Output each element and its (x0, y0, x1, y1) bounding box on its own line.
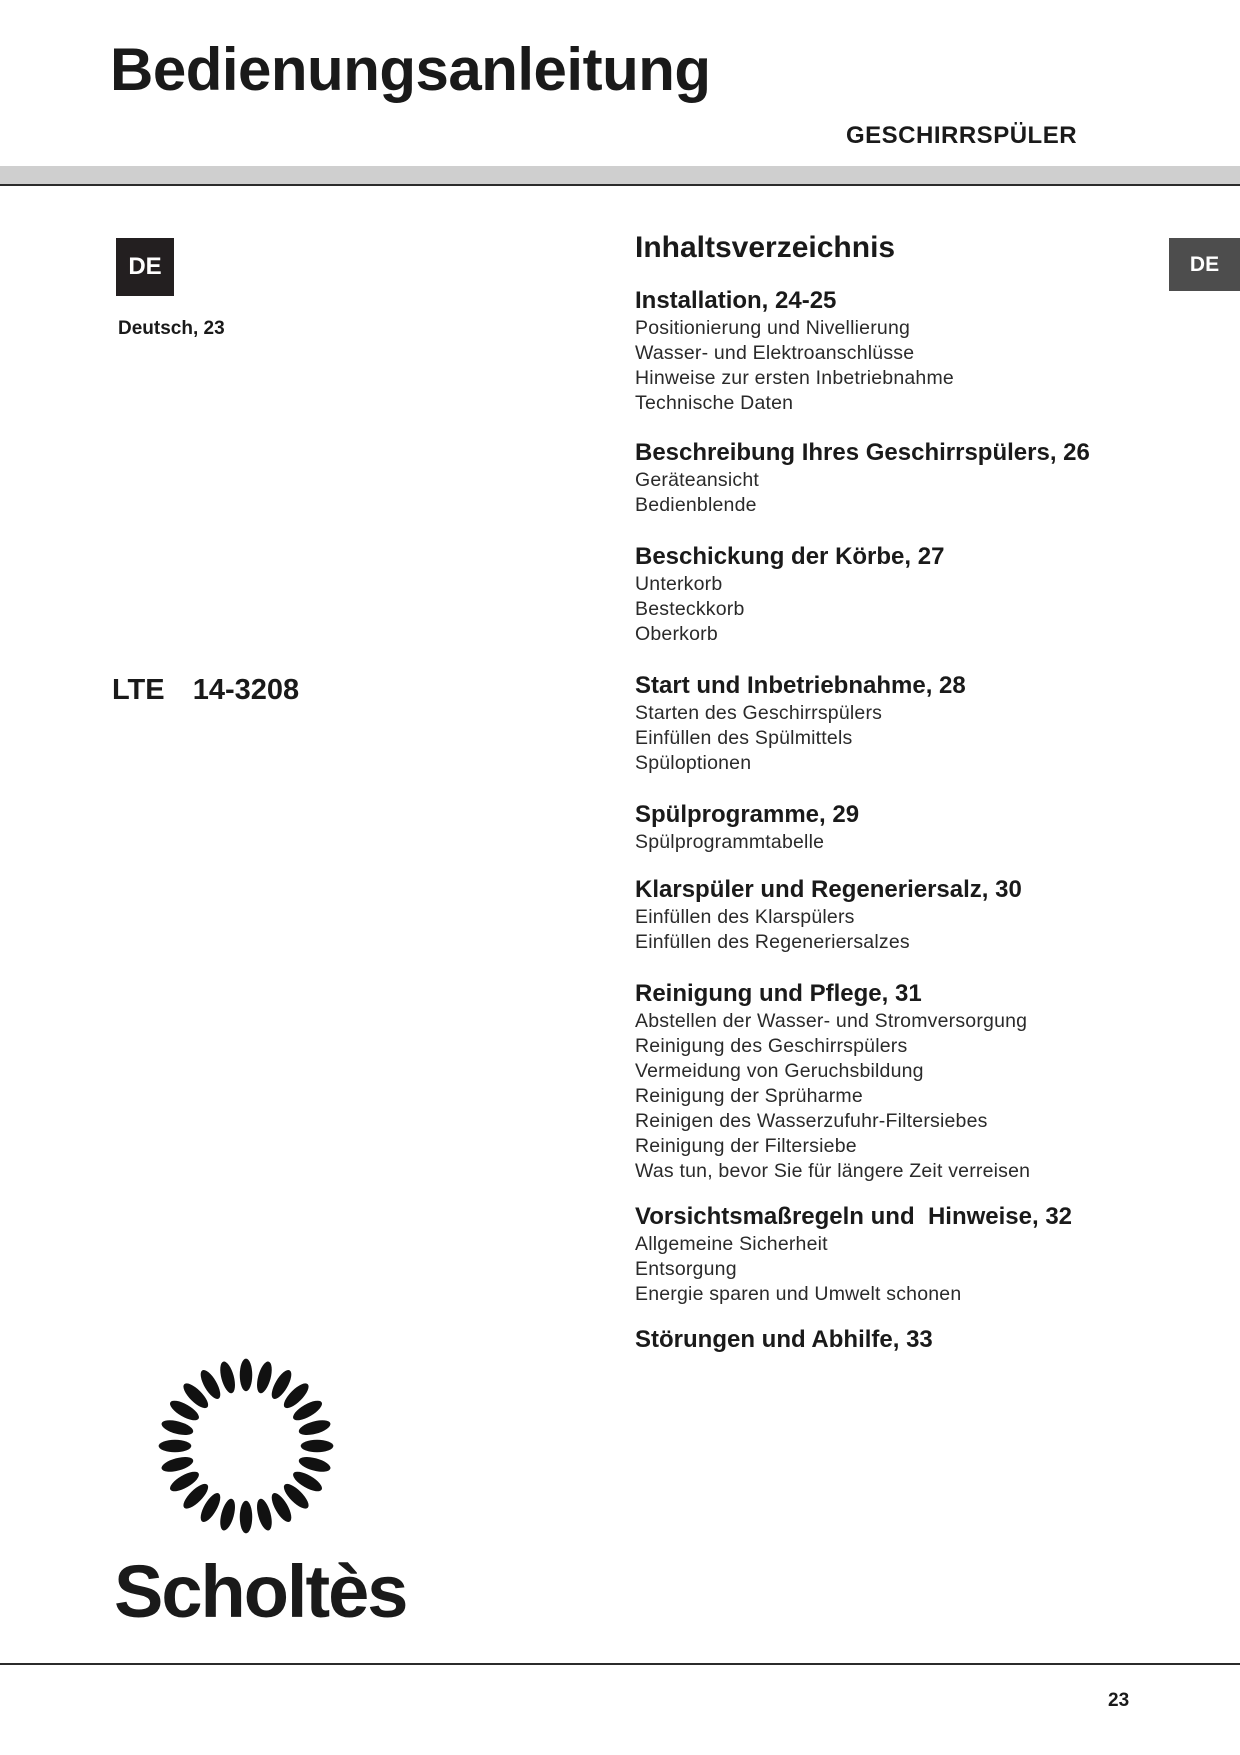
language-caption: Deutsch, 23 (118, 318, 225, 339)
logo-petal (297, 1454, 332, 1475)
toc-item: Allgemeine Sicherheit (635, 1233, 828, 1255)
logo-petal (240, 1359, 252, 1392)
toc-item: Besteckkorb (635, 598, 745, 620)
toc-item: Starten des Geschirrspülers (635, 702, 883, 724)
toc-heading: Inhaltsverzeichnis (635, 231, 896, 264)
toc-item: Vermeidung von Geruchsbildung (635, 1060, 924, 1082)
logo-petal (217, 1360, 238, 1395)
toc-section-title: Störungen und Abhilfe, 33 (635, 1326, 933, 1353)
document-title: Bedienungsanleitung (110, 36, 711, 103)
toc-section-title: Spülprogramme, 29 (635, 801, 860, 828)
toc-item: Hinweise zur ersten Inbetriebnahme (635, 367, 954, 389)
footer-rule (0, 1663, 1240, 1665)
document-subtitle: GESCHIRRSPÜLER (846, 122, 1078, 149)
toc-item: Reinigen des Wasserzufuhr-Filtersiebes (635, 1110, 988, 1132)
toc-item: Reinigung der Sprüharme (635, 1085, 863, 1107)
toc-item: Bedienblende (635, 494, 757, 516)
toc-item: Spülprogrammtabelle (635, 831, 825, 853)
toc-item: Unterkorb (635, 573, 723, 595)
toc-item: Abstellen der Wasser- und Stromversorgung (635, 1010, 1028, 1032)
logo-petal (254, 1497, 275, 1532)
toc-item: Was tun, bevor Sie für längere Zeit verreisen (635, 1160, 1031, 1182)
logo-petal (160, 1454, 195, 1475)
logo-petal (240, 1501, 252, 1534)
toc-section-installation (635, 286, 1195, 416)
toc-item: Positionierung und Nivellierung (635, 317, 911, 339)
logo-petal (160, 1417, 195, 1438)
toc-section-title: Reinigung und Pflege, 31 (635, 980, 922, 1007)
toc-section-beschickung (635, 542, 1195, 647)
toc-item: Entsorgung (635, 1258, 737, 1280)
header-band (0, 166, 1240, 186)
toc-item: Geräteansicht (635, 469, 759, 491)
toc-section-reinigung (635, 979, 1195, 1184)
model-number: LTE 14-3208 (112, 674, 300, 706)
language-side-tab: DE (1169, 238, 1240, 291)
toc-section-title: Installation, 24-25 (635, 287, 837, 314)
toc-section-start (635, 671, 1195, 776)
toc-section-title: Beschickung der Körbe, 27 (635, 543, 945, 570)
toc-item: Technische Daten (635, 392, 794, 414)
logo-petal (301, 1440, 334, 1452)
toc-section-stoerungen (635, 1325, 1195, 1355)
language-badge: DE (116, 238, 174, 296)
toc-section-programme (635, 800, 1195, 855)
toc-section-title: Klarspüler und Regeneriersalz, 30 (635, 876, 1022, 903)
toc-section-title: Vorsichtsmaßregeln und Hinweise, 32 (635, 1203, 1073, 1230)
toc-item: Reinigung der Filtersiebe (635, 1135, 857, 1157)
logo-petal (254, 1360, 275, 1395)
toc-item: Oberkorb (635, 623, 718, 645)
toc-item: Einfüllen des Regeneriersalzes (635, 931, 910, 953)
table-of-contents (635, 230, 1195, 1355)
logo-petal (297, 1417, 332, 1438)
toc-section-vorsicht (635, 1202, 1195, 1307)
toc-item: Reinigung des Geschirrspülers (635, 1035, 908, 1057)
toc-item: Einfüllen des Spülmittels (635, 727, 853, 749)
sun-logo-icon (150, 1350, 342, 1542)
toc-section-title: Start und Inbetriebnahme, 28 (635, 672, 966, 699)
toc-item: Spüloptionen (635, 752, 752, 774)
page-number: 23 (1108, 1690, 1130, 1711)
toc-section-beschreibung (635, 438, 1195, 518)
logo-petal (159, 1440, 192, 1452)
toc-section-klarspueler (635, 875, 1195, 955)
toc-item: Einfüllen des Klarspülers (635, 906, 855, 928)
toc-item: Wasser- und Elektroanschlüsse (635, 342, 915, 364)
logo-petal (217, 1497, 238, 1532)
brand-name: Scholtès (114, 1550, 407, 1633)
toc-item: Energie sparen und Umwelt schonen (635, 1283, 962, 1305)
toc-section-title: Beschreibung Ihres Geschirrspülers, 26 (635, 439, 1090, 466)
